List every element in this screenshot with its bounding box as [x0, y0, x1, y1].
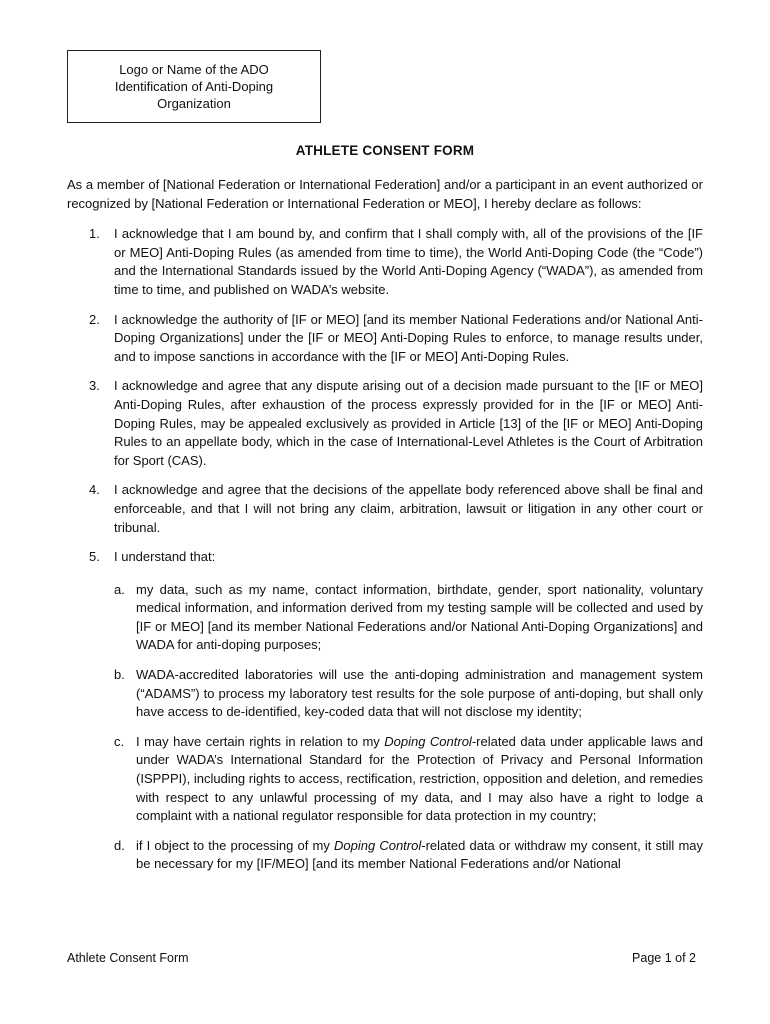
- document-body: [67, 176, 703, 885]
- item-number: 1.: [89, 226, 100, 242]
- subitem-text-after: -related data or withdraw my consent, it still may be necessary for my [IF/MEO] [and its member National Federations and/or National: [136, 837, 704, 872]
- logo-box-line-1: Logo or Name of the ADO: [119, 62, 269, 77]
- declaration-item-3: [67, 377, 703, 470]
- subitem-a: [114, 581, 703, 655]
- declaration-item-5: [67, 548, 703, 874]
- doping-control-term: Doping Control: [333, 837, 422, 853]
- subitem-label: b.: [114, 667, 125, 683]
- subitem-text-before: if I object to the processing of my: [136, 837, 334, 853]
- understanding-sublist: [114, 581, 703, 874]
- subitem-label: c.: [114, 733, 125, 749]
- subitem-text-before: I may have certain rights in relation to my: [136, 733, 385, 749]
- subitem-label: a.: [114, 581, 125, 597]
- ado-logo-placeholder-box: [67, 50, 321, 123]
- doping-control-term: Doping Control: [384, 733, 472, 749]
- logo-box-line-3: Organization: [157, 96, 231, 111]
- declaration-item-4: [67, 481, 703, 537]
- item-text: I acknowledge the authority of [IF or MEO] [and its member National Federations and/or National Anti-Doping Organizations] under the [IF or MEO] Anti-Doping Rules to enforce, to manage results under, and to impose sanctions in accordance with the [IF or MEO] Anti-Doping Rules.: [114, 311, 703, 364]
- document-title: ATHLETE CONSENT FORM: [295, 143, 475, 158]
- subitem-label: d.: [114, 837, 125, 853]
- footer-page-number: Page 1 of 2: [632, 951, 696, 965]
- footer-document-name: Athlete Consent Form: [67, 951, 189, 965]
- item-number: 4.: [89, 482, 100, 498]
- declaration-list: [67, 225, 703, 874]
- subitem-text: my data, such as my name, contact information, birthdate, gender, sport nationality, voluntary medical information, and information derived from my testing sample will be collected and used by [IF or MEO] [and its member National Federations and/or National Anti-Doping Organizations] and WADA for anti-doping purposes;: [136, 581, 703, 653]
- logo-box-line-2: Identification of Anti-Doping: [114, 79, 274, 94]
- item-text: I acknowledge that I am bound by, and confirm that I shall comply with, all of the provisions of the [IF or MEO] Anti-Doping Rules (as amended from time to time), the World Anti-Doping Code (the “Code”) and the International Standards issued by the World Anti-Doping Agency (“WADA”), as amended from time to time, and published on WADA’s website.: [114, 226, 703, 297]
- item-number: 3.: [89, 378, 100, 394]
- subitem-d: [114, 837, 703, 874]
- declaration-item-1: [67, 225, 703, 299]
- item-text: I acknowledge and agree that any dispute arising out of a decision made pursuant to the [IF or MEO] Anti-Doping Rules, after exhaustion of the process expressly provided for in the [IF or MEO] Anti-Doping Rules, may be appealed exclusively as provided in Article [13] of the [IF or MEO] Anti-Doping Rules to an appellate body, which in the case of International-Level Athletes is the Court of Arbitration for Sport (CAS).: [114, 378, 703, 468]
- subitem-text: WADA-accredited laboratories will use the anti-doping administration and management system (“ADAMS”) to process my laboratory test results for the sole purpose of anti-doping, but shall only have access to de-identified, key-coded data that will not disclose my identity;: [136, 667, 703, 720]
- subitem-text-after: -related data under applicable laws and under WADA’s International Standard for the Protection of Privacy and Personal Information (ISPPPI), including rights to access, rectification, restriction, opposition and deletion, and remedies with respect to any unlawful processing of my data, and I may also have a right to lodge a complaint with a national regulator responsible for data protection in my country;: [136, 733, 704, 824]
- subitem-b: [114, 666, 703, 722]
- item-number: 2.: [89, 311, 100, 327]
- declaration-item-2: [67, 311, 703, 367]
- item-number: 5.: [89, 549, 100, 565]
- item-text: I acknowledge and agree that the decisions of the appellate body referenced above shall be final and enforceable, and that I will not bring any claim, arbitration, lawsuit or litigation in any other court or tribunal.: [114, 482, 703, 535]
- subitem-c: [114, 733, 703, 826]
- item-text: I understand that:: [114, 549, 216, 565]
- intro-paragraph: As a member of [National Federation or International Federation] and/or a participant in an event authorized or recognized by [National Federation or International Federation or MEO], I hereby declare as follows:: [67, 177, 703, 211]
